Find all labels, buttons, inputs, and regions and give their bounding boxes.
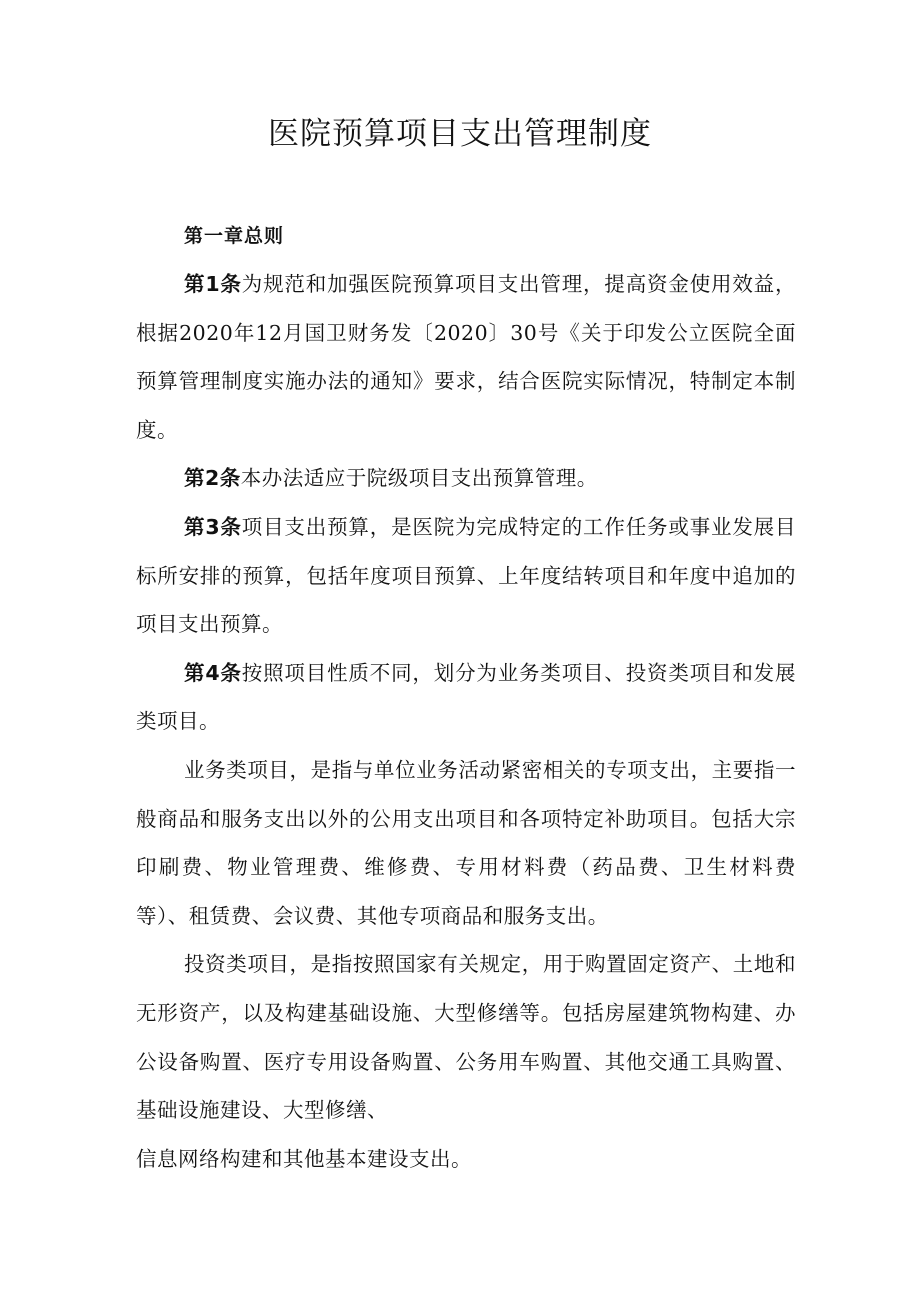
investment-projects-continuation: 信息网络构建和其他基本建设支出。 (136, 1146, 472, 1171)
investment-projects-paragraph: 投资类项目，是指按照国家有关规定，用于购置固定资产、土地和无形资产，以及构建基础设施、大型修缮等。包括房屋建筑物构建、办公设备购置、医疗专用设备购置、公务用车购置、其他交通工具购置、基础设施建设、大型修缮、 (136, 952, 796, 1123)
chapter-heading: 第一章总则 (184, 225, 285, 247)
article-text: 为规范和加强医院预算项目支出管理，提高资金使用效益，根据2020年12月国卫财务发〔2020〕30号《关于印发公立医院全面预算管理制度实施办法的通知》要求，结合医院实际情况，特制定本制度。 (136, 272, 797, 442)
document-title: 医院预算项目支出管理制度 (268, 116, 652, 152)
article-number: 第3条 (184, 514, 242, 539)
article-text: 本办法适应于院级项目支出预算管理。 (240, 466, 598, 491)
business-projects-paragraph: 业务类项目，是指与单位业务活动紧密相关的专项支出，主要指一般商品和服务支出以外的公用支出项目和各项特定补助项目。包括大宗印刷费、物业管理费、维修费、专用材料费（药品费、卫生材料费等）、租赁费、会议费、其他专项商品和服务支出。 (136, 757, 796, 928)
article-1 (136, 260, 796, 454)
article-number: 第2条 (184, 466, 241, 491)
article-text: 项目支出预算，是医院为完成特定的工作任务或事业发展目标所安排的预算，包括年度项目预算、上年度结转项目和年度中追加的项目支出预算。 (136, 514, 797, 637)
article-number: 第4条 (184, 660, 242, 685)
article-text: 按照项目性质不同，划分为业务类项目、投资类项目和发展类项目。 (136, 660, 797, 734)
article-number: 第1条 (184, 272, 242, 296)
article-4 (136, 649, 796, 746)
article-3 (136, 503, 796, 649)
document-body (136, 212, 796, 1183)
article-2 (136, 454, 796, 503)
